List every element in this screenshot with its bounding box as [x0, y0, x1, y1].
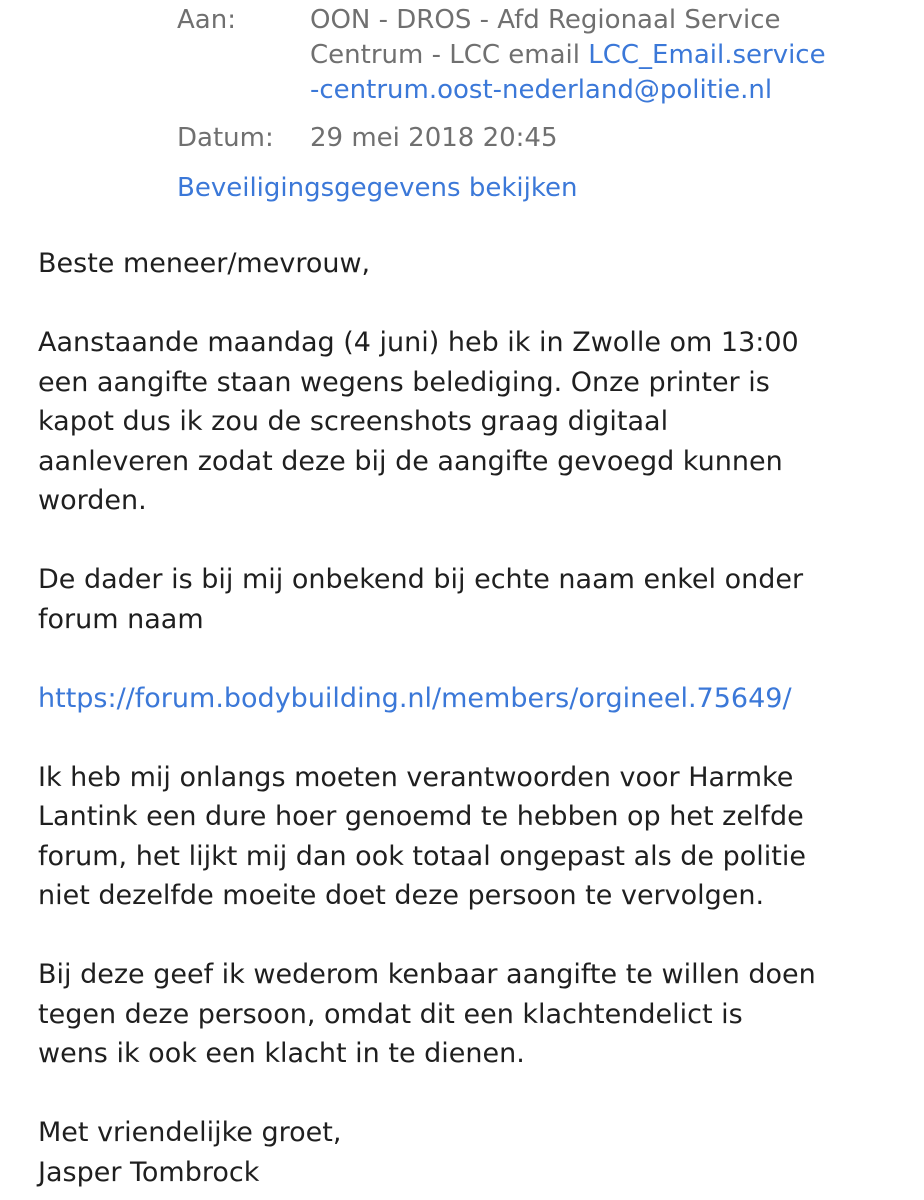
- paragraph-line: De dader is bij mij onbekend bij echte naam enkel onder: [38, 564, 804, 595]
- paragraph-line: kapot dus ik zou de screenshots graag digitaal: [38, 406, 669, 437]
- paragraph-line: wens ik ook een klacht in te dienen.: [38, 1038, 525, 1069]
- paragraph-line: Lantink een dure hoer genoemd te hebben op het zelfde: [38, 801, 804, 832]
- forum-profile-link[interactable]: https://forum.bodybuilding.nl/members/orgineel.75649/: [38, 682, 792, 714]
- date-label: Datum:: [177, 123, 274, 153]
- paragraph-line: worden.: [38, 485, 147, 516]
- email-body: [38, 244, 898, 1192]
- paragraph-2: [38, 560, 898, 639]
- to-email-link-continued[interactable]: -centrum.oost-nederland@politie.nl: [310, 75, 773, 105]
- paragraph-line: Aanstaande maandag (4 juni) heb ik in Zwolle om 13:00: [38, 327, 799, 358]
- paragraph-line: een aangifte staan wegens belediging. Onze printer is: [38, 366, 770, 398]
- paragraph-line: forum naam: [38, 603, 204, 635]
- paragraph-3: [38, 758, 898, 916]
- to-name-line1: OON - DROS - Afd Regionaal Service: [310, 5, 781, 35]
- to-email-link[interactable]: LCC_Email.service: [588, 40, 826, 70]
- to-name-line2: [310, 38, 910, 73]
- paragraph-4: [38, 955, 898, 1074]
- signature: Jasper Tombrock: [38, 1156, 260, 1188]
- date-value: 29 mei 2018 20:45: [310, 123, 558, 153]
- paragraph-line: aanleveren zodat deze bij de aangifte gevoegd kunnen: [38, 445, 783, 477]
- paragraph-line: tegen deze persoon, omdat dit een klachtendelict is: [38, 998, 743, 1030]
- to-name-line2-text: Centrum - LCC email: [310, 40, 589, 70]
- greeting: Beste meneer/mevrouw,: [38, 248, 371, 279]
- paragraph-line: Ik heb mij onlangs moeten verantwoorden voor Harmke: [38, 761, 794, 793]
- to-label: Aan:: [177, 5, 236, 35]
- closing: Met vriendelijke groet,: [38, 1117, 342, 1148]
- to-value: [310, 3, 910, 108]
- paragraph-line: Bij deze geef ik wederom kenbaar aangifte te willen doen: [38, 959, 816, 990]
- paragraph-1: [38, 323, 898, 521]
- paragraph-line: niet dezelfde moeite doet deze persoon te vervolgen.: [38, 880, 765, 911]
- paragraph-line: forum, het lijkt mij dan ook totaal ongepast als de politie: [38, 840, 806, 872]
- security-details-link[interactable]: Beveiligingsgegevens bekijken: [177, 173, 578, 203]
